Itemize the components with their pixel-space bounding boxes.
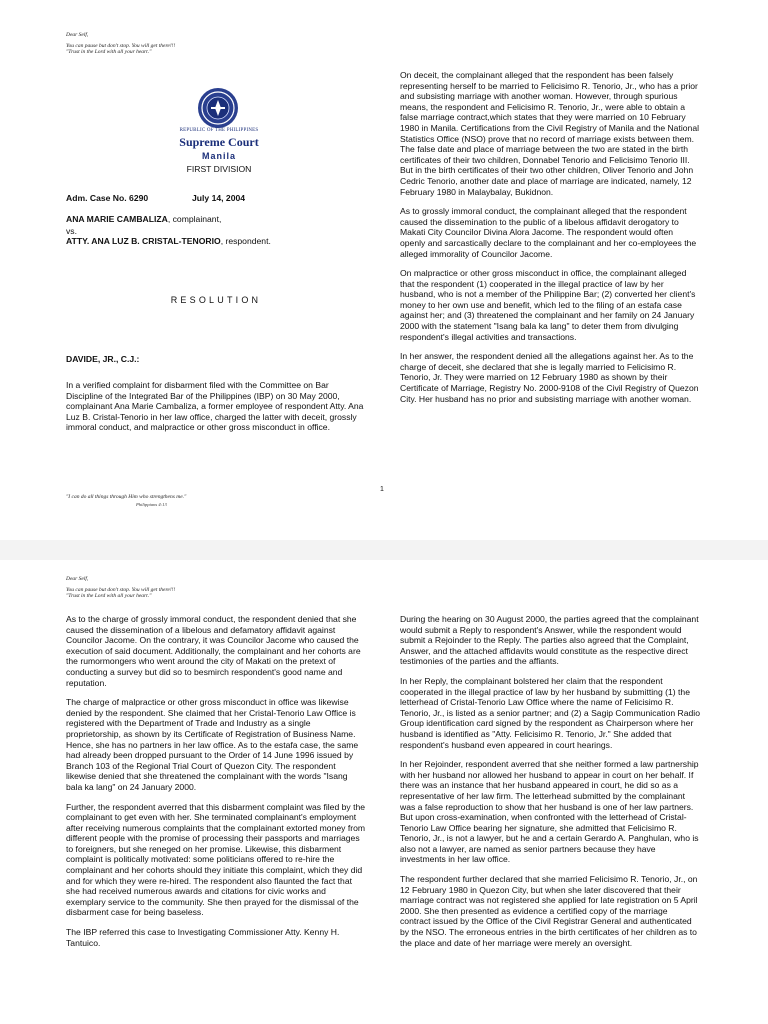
complainant-role: , complainant,: [167, 214, 222, 224]
page1-left-column: [66, 380, 366, 442]
paragraph: On deceit, the complainant alleged that the respondent has been falsely representing herself to be married to Felicisimo R. Tenorio, Jr., who has a prior and subsisting marriage with another woman. However, through spurious means, the respondent and Felicisimo R. Tenorio, Jr., were able to obtain a false marriage contract,which states that they were married on 10 February 1980 in Manila. Certifications from the Civil Registry of Manila and the National Statistics Office (NSO) prove that no record of marriage exists between them. The false date and place of marriage between the two are stated in the birth certificates of their two children, Donnabel Tenorio and Felicisimo Tenorio III. But in the birth certificates of their two other children, Oliver Tenorio and John Cedric Tenorio, another date and place of marriage are indicated, namely, 12 February 1980 in Malaybalay, Bukidnon.: [400, 70, 700, 197]
paragraph: In her Rejoinder, respondent averred that she neither formed a law partnership with her husband nor allowed her husband to appear in court on her behalf. If there was an instance that her husband appeared in court, he did so as a representative of her law firm. The letterhead submitted by the complainant was a false reproduction to show that her husband is one of her law partners. But upon cross-examination, when confronted with the letterhead of Cristal-Tenorio Law Office bearing her signature, she admitted that Felicisimo R. Tenorio, Jr., is not a lawyer, but he and a certain Gerardo A. Panghulan, who is also not a lawyer, are named as senior partners because they have investments in her law office.: [400, 759, 699, 865]
paragraph: The charge of malpractice or other gross misconduct in office was likewise denied by the respondent. She claimed that her Cristal-Tenorio Law Office is registered with the Department of Trade and Industry as a single proprietorship, as shown by its Certificate of Registration of Business Name. Hence, she has no partners in her law office. As to the estafa case, the same had already been dropped pursuant to the Order of 14 June 1996 issued by Branch 103 of the Regional Trial Court of Quezon City. The respondent likewise denied that she threatened the complainant with the words "Isang bala ka lang" on 24 January 2000.: [66, 697, 359, 792]
paragraph: On malpractice or other gross misconduct in office, the complainant alleged that the respondent (1) cooperated in the illegal practice of law by her husband, who is not a member of the Philippine Bar; (2) converted her client's money to her own use and benefit, which led to the filing of an estafa case against her; and (3) threatened the complainant and her family on 24 January 2000 with the statement "Isang bala ka lang" to deter them from divulging respondent's illegal activities and transactions.: [400, 268, 696, 342]
respondent-role: , respondent.: [220, 236, 271, 246]
resolution-title: RESOLUTION: [170, 295, 262, 305]
footer-citation: Philippians 4:13: [136, 502, 167, 507]
supreme-court-seal-icon: [196, 86, 240, 130]
header-note: [66, 576, 175, 600]
versus: vs.: [66, 226, 77, 236]
respondent-line: [66, 236, 271, 246]
header-line-3: "Trust in the Lord with all your heart.": [66, 593, 152, 599]
page-number: 1: [380, 486, 384, 493]
paragraph: As to the charge of grossly immoral conduct, the respondent denied that she caused the dissemination of a libelous and defamatory affidavit against Councilor Jacome. On the contrary, it was Councilor Jacome who caused the execution of said document. Additionally, the complainant and her cohorts are the rumormongers who went around the city of Makati on the pretext of conducting a survey but did so to besmirch respondent's good name and reputation.: [66, 614, 361, 688]
paragraph: In a verified complaint for disbarment filed with the Committee on Bar Discipline of the Integrated Bar of the Philippines (IBP) on 30 May 2000, complainant Ana Marie Cambaliza, a former employee of respondent Atty. Ana Luz B. Cristal-Tenorio in her law office, charged the latter with deceit, grossly immoral conduct, and malpractice or other gross misconduct in office.: [66, 380, 364, 433]
header-line-1: Dear Self,: [66, 32, 89, 38]
letterhead-court: Supreme Court: [179, 135, 259, 149]
paragraph: Further, the respondent averred that this disbarment complaint was filed by the complainant to get even with her. She terminated complainant's employment after receiving numerous complaints that the complainant extorted money from different people with the promise of processing their passports and marriages to foreigners, but she reneged on her promise. Likewise, this disbarment complaint is politically motivated: some politicians offered to re-hire the complainant and her cohorts should they initiate this complaint, which they did and for which they were re-hired. The respondent also flaunted the fact that she had received numerous awards and citations for civic works and exemplary service to the community. She then prayed for the dismissal of the disbarment case for being baseless.: [66, 801, 366, 918]
respondent-name: ATTY. ANA LUZ B. CRISTAL-TENORIO: [66, 236, 221, 246]
letterhead-city: Manila: [201, 151, 236, 161]
case-date: July 14, 2004: [192, 193, 246, 203]
header-line-2: You can pause but don't stop. You will get there!!!: [66, 586, 176, 593]
header-line-1: Dear Self,: [66, 576, 89, 582]
case-number: Adm. Case No. 6290: [66, 193, 149, 203]
footer-quote: "I can do all things through Him who strengthens me.": [66, 494, 187, 500]
paragraph: The IBP referred this case to Investigating Commissioner Atty. Kenny H. Tantuico.: [66, 927, 340, 948]
complainant-name: ANA MARIE CAMBALIZA: [66, 214, 168, 224]
paragraph: During the hearing on 30 August 2000, the parties agreed that the complainant would submit a Reply to respondent's Answer, while the respondent would submit a Rejoinder to the Reply. The parties also agreed that the Complaint, Answer, and the attached affidavits would constitute as the respective direct testimonies of the parties and the affiants.: [400, 614, 699, 667]
page2-right-column: [400, 614, 700, 957]
paragraph: As to grossly immoral conduct, the complainant alleged that the respondent caused the dissemination to the public of a libelous affidavit derogatory to Makati City Councilor Divina Alora Jacome. The respondent would often openly and sarcastically declare to the complainant and her co-employees the alleged immorality of Councilor Jacome.: [400, 206, 697, 259]
paragraph: In her Reply, the complainant bolstered her claim that the respondent cooperated in the illegal practice of law by her husband by submitting (1) the letterhead of Cristal-Tenorio Law Office where the name of Felicisimo R. Tenorio, Jr., is listed as a senior partner; and (2) a Sagip Communication Radio Group identification card signed by the respondent as Chairperson where her husband is identified as "Atty. Felicisimo R. Tenorio, Jr." She added that respondent's husband even appeared in court hearings.: [400, 675, 700, 750]
page-separator: [0, 540, 768, 560]
header-note: [66, 32, 175, 56]
paragraph: In her answer, the respondent denied all the allegations against her. As to the charge of deceit, she declared that she is legally married to Felicisimo R. Tenorio, Jr. They were married on 12 February 1980 as shown by their Certificate of Marriage, Registry No. 2000-9108 of the Civil Registry of Quezon City. Her husband has no prior and subsisting marriage with another woman.: [400, 351, 699, 404]
ponente: [66, 354, 139, 364]
ponente-name: DAVIDE, JR., C.J.:: [66, 354, 140, 364]
header-line-2: You can pause but don't stop. You will get there!!!: [66, 42, 176, 49]
letterhead-republic: REPUBLIC OF THE PHILIPPINES: [179, 128, 259, 133]
page2-left-column: [66, 614, 366, 957]
page1-right-column: [400, 70, 700, 413]
letterhead-division: FIRST DIVISION: [186, 164, 252, 174]
complainant-line: [66, 214, 221, 224]
paragraph: The respondent further declared that she married Felicisimo R. Tenorio, Jr., on 12 February 1980 in Quezon City, but when she later discovered that their marriage contract was not registered she applied for late registration on 5 April 2000. She then presented as evidence a certified copy of the marriage contract issued by the Office of the Civil Registrar General and authenticated by the NSO. The erroneous entries in the birth certificates of her children as to the place and date of her marriage were merely an oversight.: [400, 874, 698, 948]
header-line-3: "Trust in the Lord with all your heart.": [66, 49, 152, 55]
